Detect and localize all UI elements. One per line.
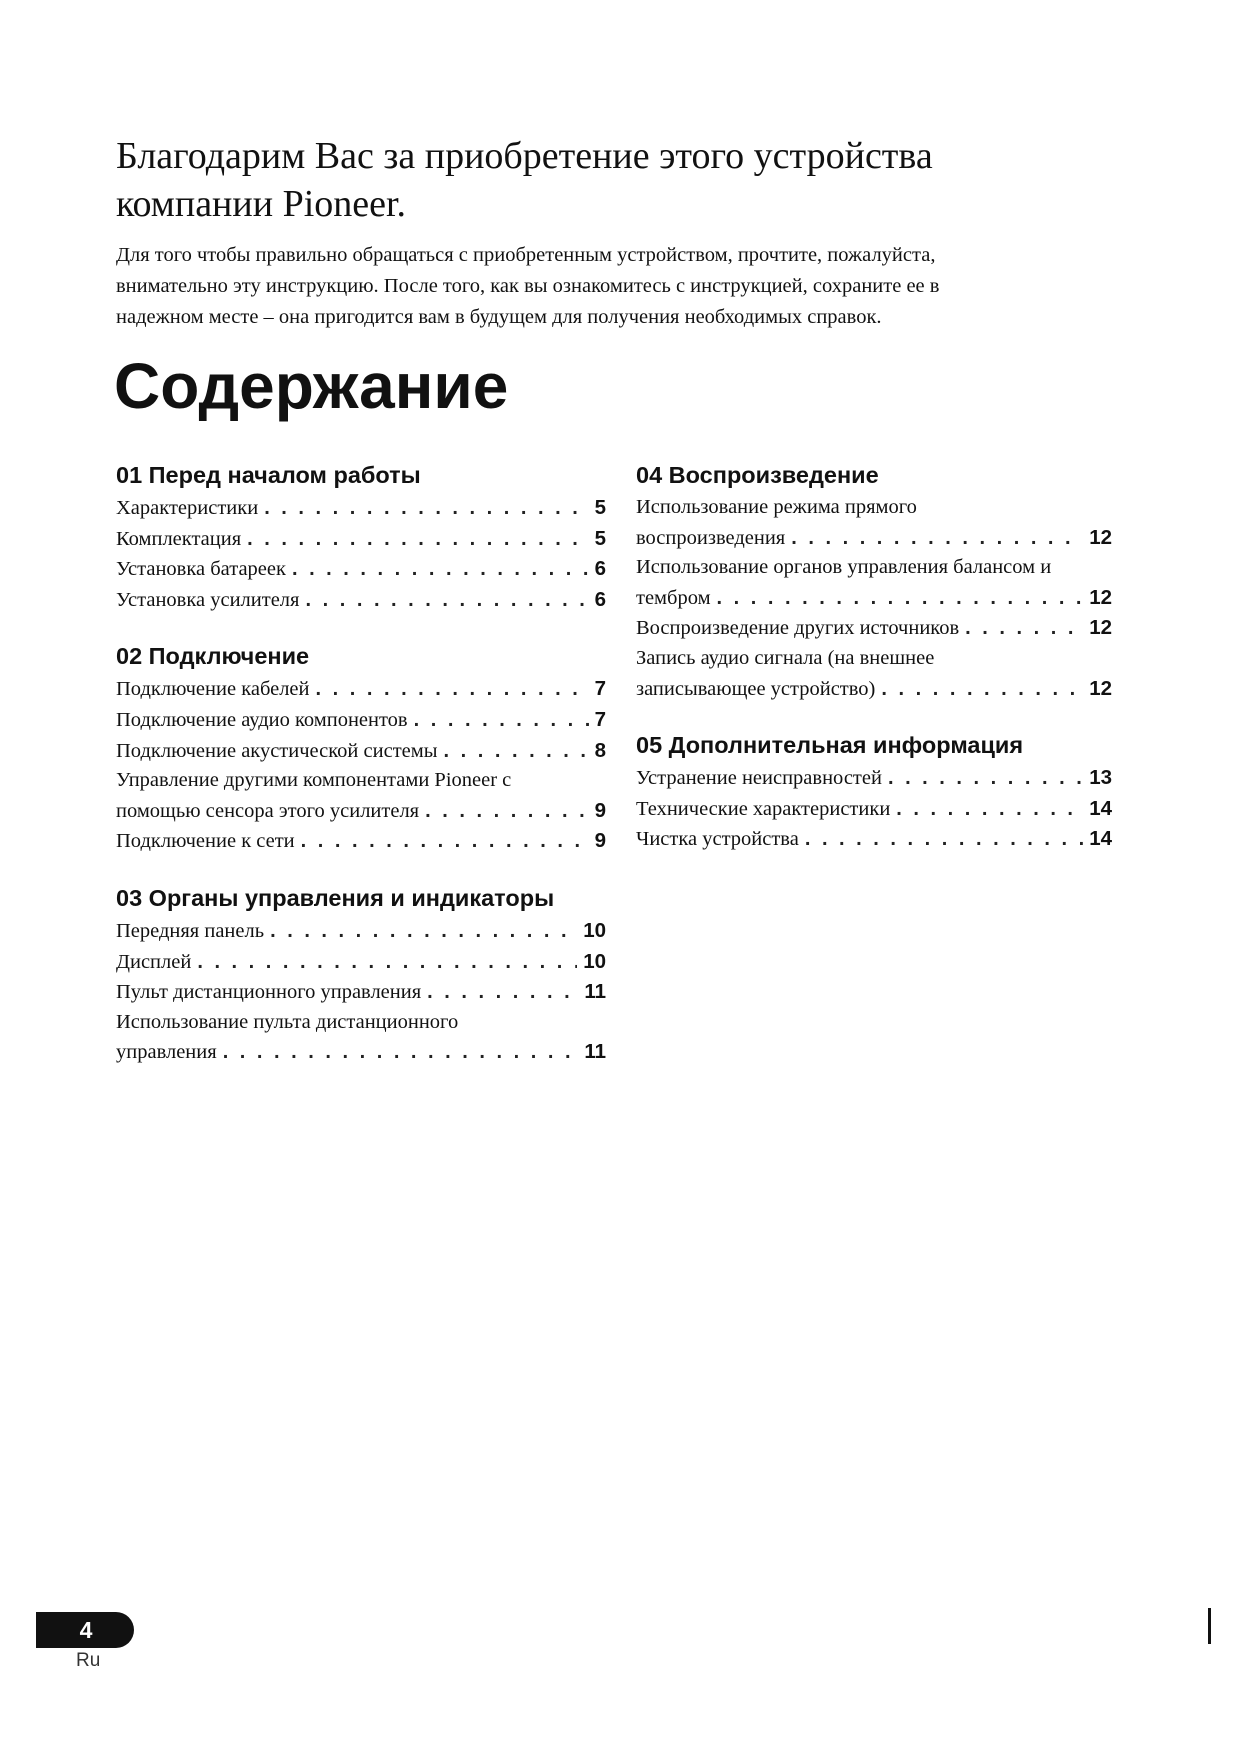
entry-title: Подключение акустической системы [116, 739, 438, 762]
dot-leader [264, 494, 588, 524]
toc-entry[interactable] [636, 493, 1112, 553]
entry-title: Дисплей [116, 950, 192, 973]
toc-entry[interactable] [116, 493, 606, 524]
entry-title: Воспроизведение других источников [636, 617, 960, 640]
entry-title: тембром [636, 586, 711, 609]
entry-title: Подключение аудио компонентов [116, 708, 408, 731]
entry-page: 9 [594, 798, 606, 822]
intro-line-2: внимательно эту инструкцию. После того, как вы ознакомитесь с инструкцией, сохраните ее в [116, 275, 940, 297]
toc-entry[interactable] [636, 824, 1112, 855]
entry-title: Подключение к сети [116, 830, 295, 853]
entry-title: Установка усилителя [116, 588, 300, 611]
thanks-line-2: компании Pioneer. [116, 183, 407, 225]
intro-line-1: Для того чтобы правильно обращаться с приобретенным устройством, прочтите, пожалуйста, [116, 244, 936, 266]
entry-page: 11 [584, 1040, 606, 1064]
dot-leader [247, 525, 588, 555]
toc-section-01 [116, 458, 606, 615]
entry-title: Устранение неисправностей [636, 767, 882, 790]
section-heading: 01 Перед началом работы [116, 462, 421, 488]
thanks-heading [116, 132, 1126, 228]
toc-entry[interactable] [116, 766, 606, 826]
entry-page: 12 [1089, 676, 1112, 700]
dot-leader [270, 917, 577, 947]
entry-title: записывающее устройство) [636, 677, 876, 700]
entry-page: 11 [584, 980, 606, 1004]
dot-leader [427, 978, 578, 1008]
entry-title: Установка батареек [116, 558, 286, 581]
entry-page: 12 [1089, 585, 1112, 609]
dot-leader [896, 795, 1083, 825]
section-heading: 02 Подключение [116, 643, 310, 670]
dot-leader [305, 586, 588, 616]
toc-entry[interactable] [116, 916, 606, 947]
entry-title: Комплектация [116, 527, 242, 550]
toc-entry[interactable] [636, 613, 1112, 644]
crop-mark [1208, 1608, 1211, 1644]
toc-right-column [636, 458, 1112, 879]
entry-title: помощью сенсора этого усилителя [116, 799, 420, 822]
toc-entry[interactable] [116, 826, 606, 857]
section-heading: 03 Органы управления и индикаторы [116, 884, 555, 911]
thanks-line-1: Благодарим Вас за приобретение этого устройства [116, 135, 933, 177]
dot-leader [444, 737, 589, 767]
toc-section-03 [116, 881, 606, 1068]
dot-leader [414, 706, 589, 736]
intro-line-3: надежном месте – она пригодится вам в будущем для получения необходимых справок. [116, 306, 882, 328]
dot-leader [791, 524, 1083, 554]
toc-entry[interactable] [116, 585, 606, 616]
entry-page: 10 [583, 918, 606, 942]
entry-title: воспроизведения [636, 526, 786, 549]
dot-leader [197, 948, 577, 978]
entry-page: 5 [594, 526, 606, 550]
entry-page: 10 [583, 949, 606, 973]
entry-page: 12 [1089, 525, 1112, 549]
toc-entry[interactable] [116, 554, 606, 585]
entry-page: 14 [1089, 796, 1112, 820]
entry-title-line-1: Использование органов управления балансом и [636, 556, 1052, 579]
dot-leader [292, 555, 589, 585]
dot-leader [805, 825, 1083, 855]
entry-title: управления [116, 1041, 217, 1064]
dot-leader [425, 797, 588, 827]
entry-title: Пульт дистанционного управления [116, 981, 422, 1004]
entry-page: 12 [1089, 616, 1112, 640]
entry-title: Характеристики [116, 497, 259, 519]
entry-page: 9 [594, 829, 606, 853]
entry-page: 7 [594, 707, 606, 731]
entry-title: Чистка устройства [636, 828, 799, 851]
toc-title: Содержание [114, 350, 509, 422]
page-number-tab: 4 [36, 1612, 134, 1648]
entry-title: Подключение кабелей [116, 678, 310, 701]
entry-title: Технические характеристики [636, 797, 891, 820]
toc-section-02 [116, 639, 606, 857]
dot-leader [888, 764, 1083, 794]
toc-left-column [116, 458, 606, 1092]
entry-page: 5 [594, 496, 606, 519]
toc-entry[interactable] [116, 705, 606, 736]
dot-leader [223, 1038, 579, 1068]
toc-section-04 [636, 458, 1112, 704]
toc-entry[interactable] [636, 794, 1112, 825]
toc-entry[interactable] [116, 736, 606, 767]
toc-section-05 [636, 728, 1112, 855]
intro-paragraph [116, 240, 1136, 333]
entry-page: 6 [594, 557, 606, 581]
entry-title: Передняя панель [116, 919, 265, 942]
toc-entry[interactable] [636, 763, 1112, 794]
section-heading: 04 Воспроизведение [636, 462, 879, 488]
toc-entry[interactable] [116, 1008, 606, 1068]
toc-entry[interactable] [116, 947, 606, 978]
language-code: Ru [76, 1650, 101, 1671]
toc-entry[interactable] [116, 977, 606, 1008]
entry-title-line-1: Управление другими компонентами Pioneer с [116, 769, 512, 792]
dot-leader [881, 675, 1083, 705]
entry-page: 6 [594, 587, 606, 611]
entry-page: 13 [1089, 766, 1112, 790]
dot-leader [301, 827, 589, 857]
entry-page: 8 [594, 738, 606, 762]
toc-entry[interactable] [636, 553, 1112, 613]
entry-page: 7 [594, 677, 606, 701]
entry-title-line-1: Использование режима прямого [636, 496, 917, 518]
toc-entry[interactable] [636, 644, 1112, 704]
entry-title-line-1: Использование пульта дистанционного [116, 1010, 459, 1033]
dot-leader [316, 675, 589, 705]
entry-page: 14 [1089, 827, 1112, 851]
toc-entry[interactable] [116, 674, 606, 705]
entry-title-line-1: Запись аудио сигнала (на внешнее [636, 646, 935, 669]
section-heading: 05 Дополнительная информация [636, 732, 1024, 759]
dot-leader [965, 614, 1083, 644]
toc-entry[interactable] [116, 524, 606, 555]
dot-leader [717, 584, 1084, 614]
